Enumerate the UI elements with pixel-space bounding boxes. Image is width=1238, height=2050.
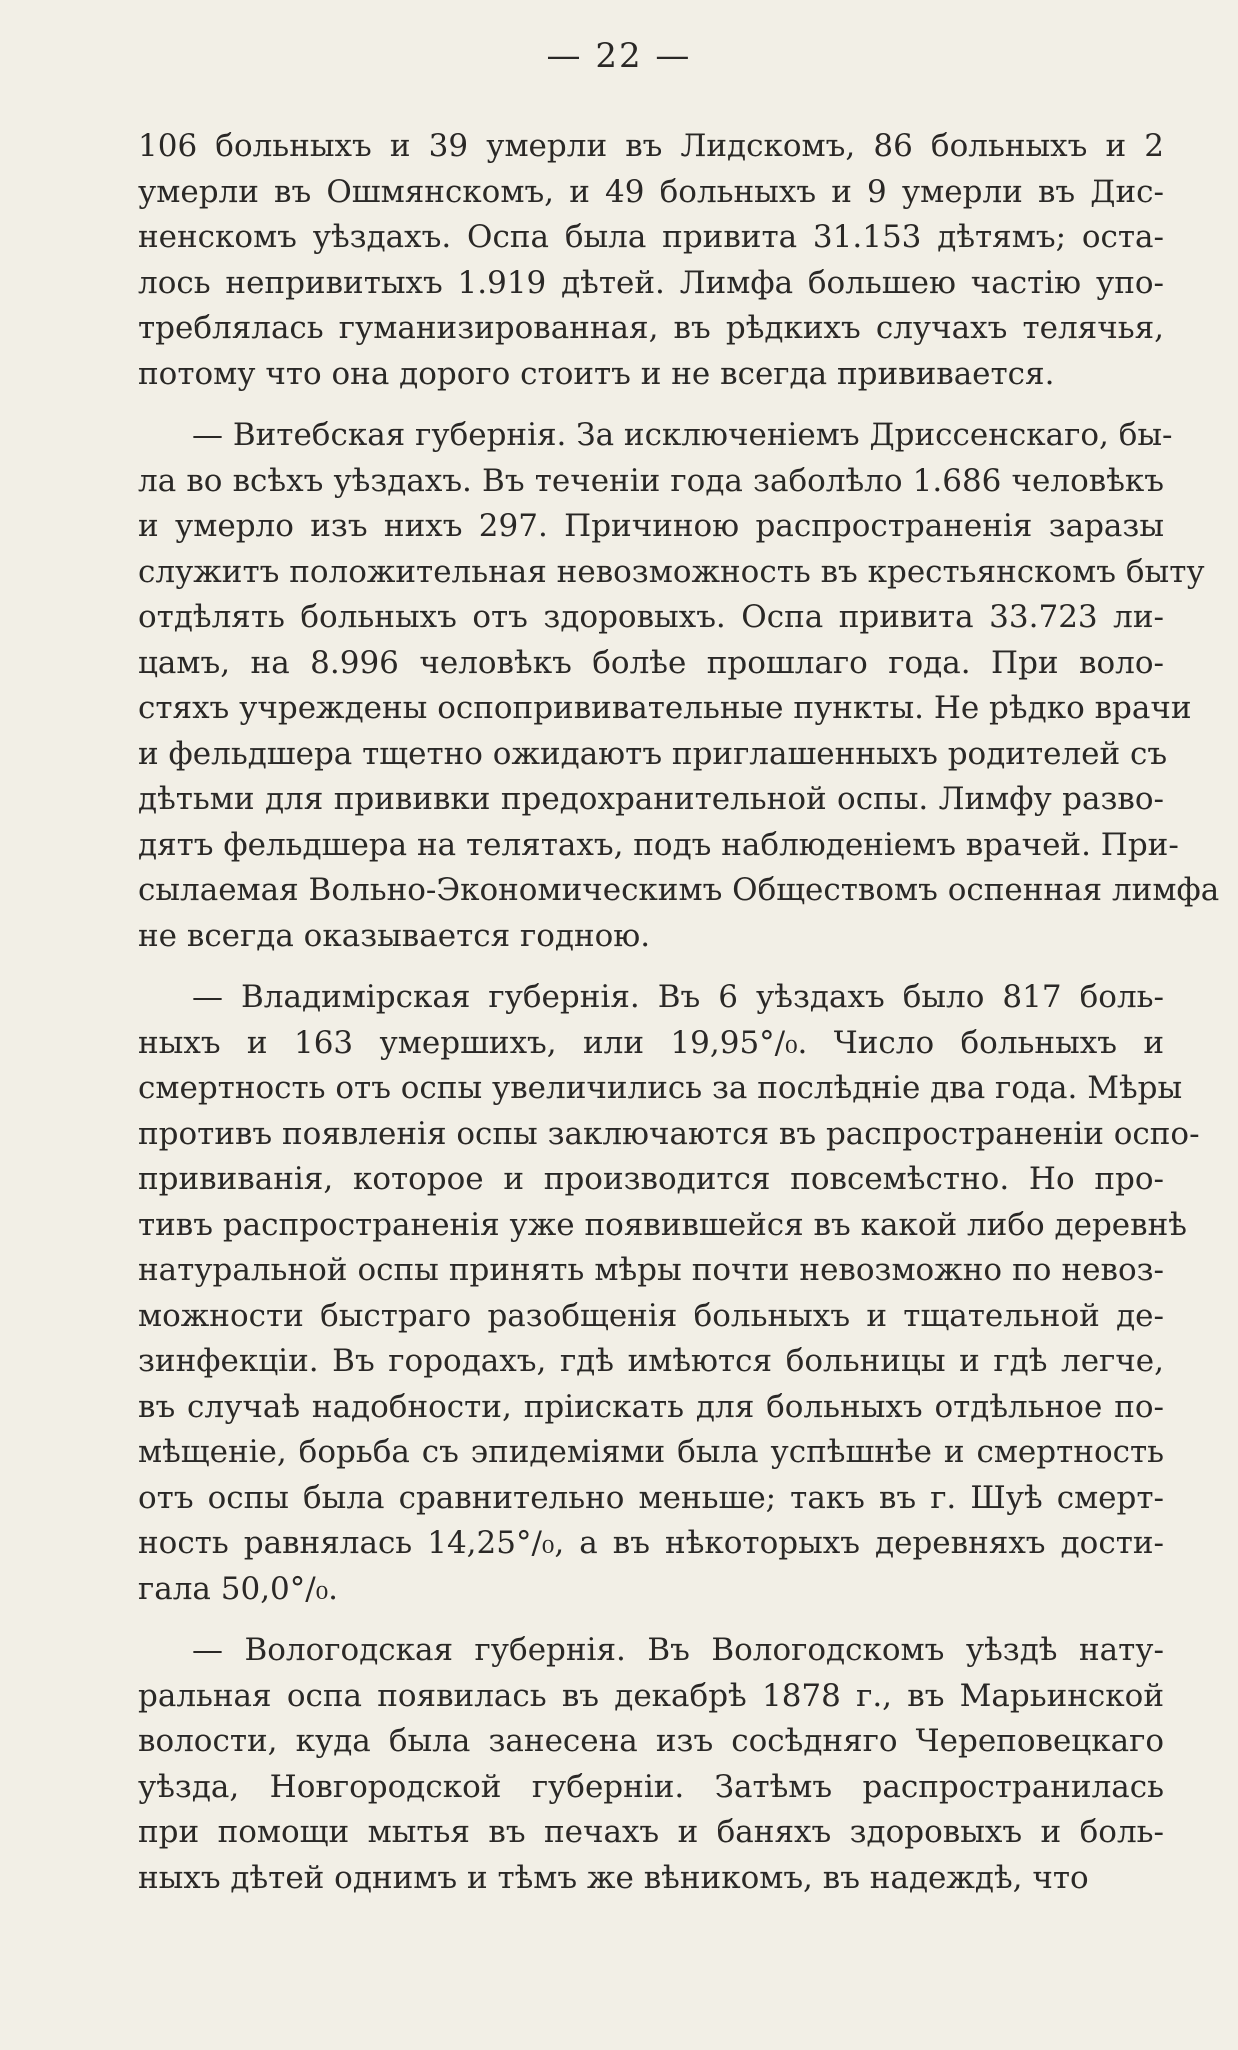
text-line: смертность отъ оспы увеличились за послѣдніе два года. Мѣры [138,1070,1183,1106]
paragraph [138,413,1220,959]
text-line: при помощи мытья въ печахъ и баняхъ здоровыхъ и боль- [138,1814,1164,1850]
text-line: гала 50,0°/₀. [138,1570,339,1607]
text-line: и фельдшера тщетно ожидаютъ приглашенныхъ родителей съ [138,735,1168,772]
text-line: лось непривитыхъ 1.919 дѣтей. Лимфа большею частію упо- [138,264,1164,301]
paragraph [138,975,1200,1612]
page-number: — 22 — [546,36,692,76]
text-line: дѣтьми для прививки предохранительной оспы. Лимфу разво- [138,781,1164,817]
text-line: не всегда оказывается годною. [138,917,651,954]
text-line: — Владимірская губернія. Въ 6 уѣздахъ было 817 боль- [192,979,1164,1015]
text-line: отъ оспы была сравнительно меньше; такъ въ г. Шуѣ смерт- [138,1479,1164,1516]
text-line: ныхъ дѣтей однимъ и тѣмъ же вѣникомъ, въ надеждѣ, что [138,1859,1089,1896]
text-line: прививанія, которое и производится повсемѣстно. Но про- [138,1161,1164,1197]
paragraph [138,1628,1164,1901]
text-line: стяхъ учреждены оспопрививательные пункты. Не рѣдко врачи [138,690,1192,726]
text-line: служитъ положительная невозможность въ крестьянскомъ быту [138,553,1205,590]
text-line: волости, куда была занесена изъ сосѣдняго Череповецкаго [138,1723,1164,1759]
text-line: дятъ фельдшера на телятахъ, подъ наблюденіемъ врачей. При- [138,826,1179,863]
text-line: цамъ, на 8.996 человѣкъ болѣе прошлаго года. При воло- [138,644,1164,681]
text-line: и умерло изъ нихъ 297. Причиною распространенія заразы [138,508,1164,544]
text-line: ныхъ и 163 умершихъ, или 19,95°/₀. Число больныхъ и [138,1024,1164,1061]
text-line: отдѣлять больныхъ отъ здоровыхъ. Оспа привита 33.723 ли- [138,599,1164,635]
text-line: въ случаѣ надобности, пріискать для больныхъ отдѣльное по- [138,1388,1164,1425]
text-line: тивъ распространенія уже появившейся въ какой либо деревнѣ [138,1206,1187,1243]
text-line: мѣщеніе, борьба съ эпидеміями была успѣшнѣе и смертность [138,1434,1164,1470]
text-line: — Витебская губернія. За исключеніемъ Дриссенскаго, бы- [192,417,1173,453]
text-line: ла во всѣхъ уѣздахъ. Въ теченіи года заболѣло 1.686 человѣкъ [138,462,1164,499]
text-line: ненскомъ уѣздахъ. Оспа была привита 31.153 дѣтямъ; оста- [138,219,1164,255]
paragraph [138,124,1164,397]
text-line: треблялась гуманизированная, въ рѣдкихъ случахъ телячья, [138,310,1164,346]
text-line: умерли въ Ошмянскомъ, и 49 больныхъ и 9 умерли въ Дис- [138,173,1164,210]
text-line: — Вологодская губернія. Въ Вологодскомъ уѣздѣ нату- [192,1632,1164,1668]
text-line: уѣзда, Новгородской губерніи. Затѣмъ распространилась [138,1768,1164,1805]
text-line: ральная оспа появилась въ декабрѣ 1878 г., въ Марьинской [138,1677,1164,1714]
text-line: натуральной оспы принять мѣры почти невозможно по невоз- [138,1252,1164,1288]
text-line: потому что она дорого стоитъ и не всегда прививается. [138,355,1055,392]
text-line: сылаемая Вольно-Экономическимъ Обществомъ оспенная лимфа [138,872,1220,908]
text-line: зинфекціи. Въ городахъ, гдѣ имѣются больницы и гдѣ легче, [138,1343,1164,1379]
text-line: 106 больныхъ и 39 умерли въ Лидскомъ, 86 больныхъ и 2 [138,128,1164,164]
text-line: можности быстраго разобщенія больныхъ и тщательной де- [138,1297,1164,1334]
page-text [138,124,1220,1917]
text-line: противъ появленія оспы заключаются въ распространеніи оспо- [138,1115,1200,1152]
text-line: ность равнялась 14,25°/₀, а въ нѣкоторыхъ деревняхъ дости- [138,1525,1164,1561]
